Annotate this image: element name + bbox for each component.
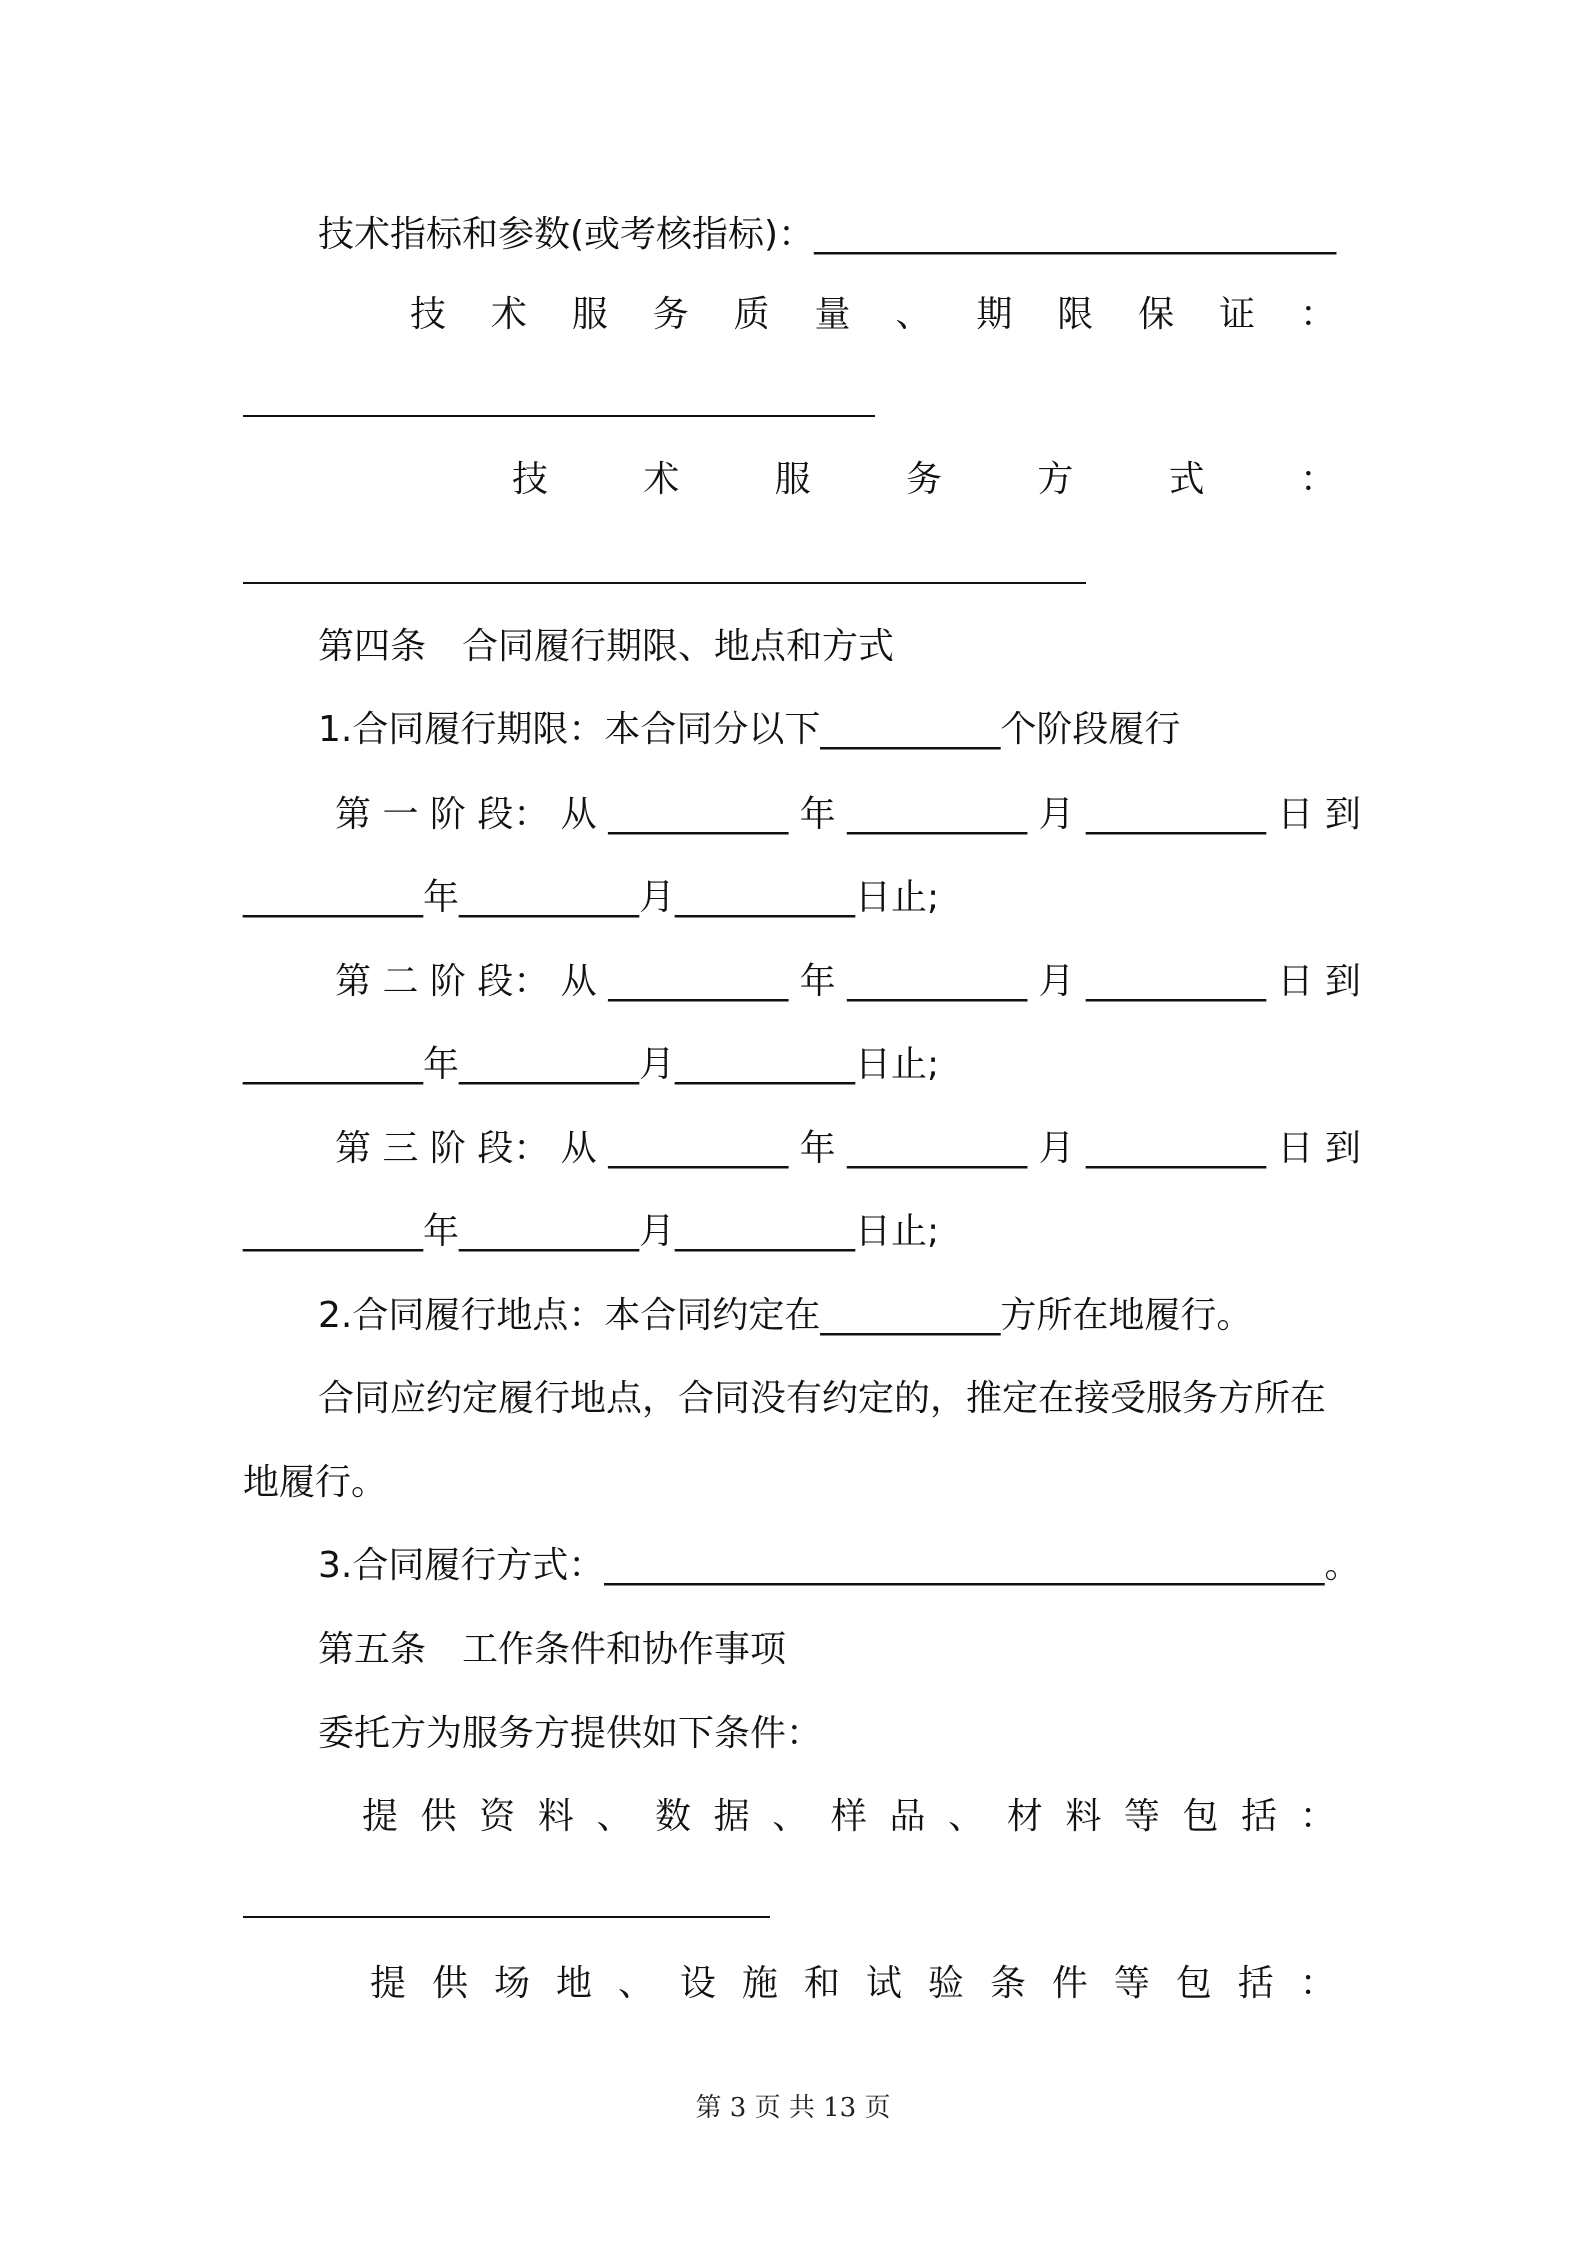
- blank-rule: [243, 415, 875, 417]
- spread-char: 服: [774, 459, 811, 500]
- stage-one-line: 第 一 阶 段： 从 __________ 年 __________ 月 __________ 日 到: [335, 794, 1361, 835]
- spread-char: 等: [1113, 1963, 1150, 2004]
- spread-char: 包: [1175, 1963, 1212, 2004]
- spread-char: 、: [772, 1796, 809, 1837]
- performance-method-line: 3.合同履行方式：________________________________________。: [318, 1545, 1361, 1586]
- spread-char: 技: [410, 294, 447, 335]
- spread-char: 限: [1057, 294, 1094, 335]
- spread-char: 条: [989, 1963, 1026, 2004]
- spread-char: 料: [537, 1796, 574, 1837]
- spread-char: 料: [1065, 1796, 1102, 1837]
- spread-char: 保: [1138, 294, 1175, 335]
- spread-char: 提: [370, 1963, 407, 2004]
- spread-char: 等: [1123, 1796, 1160, 1837]
- spread-char: 证: [1219, 294, 1256, 335]
- spread-char: 样: [830, 1796, 867, 1837]
- provide-site-line: [370, 1959, 1336, 2009]
- spread-char: 资: [479, 1796, 516, 1837]
- service-quality-line: [410, 290, 1336, 340]
- spread-char: 品: [889, 1796, 926, 1837]
- spread-char: 和: [803, 1963, 840, 2004]
- stage-three-end-line: __________年__________月__________日止;: [243, 1211, 940, 1252]
- spread-char: 施: [741, 1963, 778, 2004]
- spread-char: 数: [655, 1796, 692, 1837]
- spread-char: 括: [1241, 1796, 1278, 1837]
- provide-materials-line: [362, 1792, 1336, 1842]
- spread-char: 、: [948, 1796, 985, 1837]
- spread-char: 、: [895, 294, 932, 335]
- spread-char: 、: [596, 1796, 633, 1837]
- performance-place-line: 2.合同履行地点：本合同约定在__________方所在地履行。: [318, 1295, 1253, 1336]
- spread-char: 方: [1037, 459, 1074, 500]
- tech-indicators-line: 技术指标和参数(或考核指标)：_____________________________: [318, 214, 1337, 255]
- spread-char: 式: [1168, 459, 1205, 500]
- spread-char: 验: [927, 1963, 964, 2004]
- blank-rule: [243, 582, 1086, 584]
- performance-period-line: 1.合同履行期限：本合同分以下__________个阶段履行: [318, 709, 1181, 750]
- blank-rule: [243, 1916, 770, 1918]
- spread-char: ：: [1299, 294, 1336, 335]
- spread-char: 务: [652, 294, 689, 335]
- spread-char: 据: [713, 1796, 750, 1837]
- spread-char: 供: [431, 1963, 468, 2004]
- stage-two-line: 第 二 阶 段： 从 __________ 年 __________ 月 __________ 日 到: [335, 961, 1361, 1002]
- spread-char: 提: [362, 1796, 399, 1837]
- place-note-line: 合同应约定履行地点，合同没有约定的，推定在接受服务方所在: [318, 1378, 1327, 1419]
- spread-char: 供: [420, 1796, 457, 1837]
- spread-char: 务: [905, 459, 942, 500]
- spread-char: 量: [814, 294, 851, 335]
- spread-char: 试: [865, 1963, 902, 2004]
- spread-char: 地: [555, 1963, 592, 2004]
- spread-char: 包: [1182, 1796, 1219, 1837]
- spread-char: 设: [679, 1963, 716, 2004]
- spread-char: ：: [1299, 1796, 1336, 1837]
- spread-char: 、: [617, 1963, 654, 2004]
- article-four-heading: 第四条 合同履行期限、地点和方式: [318, 626, 895, 667]
- spread-char: 技: [512, 459, 549, 500]
- service-method-line: [512, 455, 1336, 505]
- spread-char: 场: [493, 1963, 530, 2004]
- page-number-footer: 第 3 页 共 13 页: [695, 2093, 891, 2123]
- place-note-continued: 地履行。: [243, 1462, 388, 1503]
- stage-three-line: 第 三 阶 段： 从 __________ 年 __________ 月 __________ 日 到: [335, 1128, 1361, 1169]
- client-conditions-line: 委托方为服务方提供如下条件：: [318, 1713, 823, 1754]
- spread-char: ：: [1299, 459, 1336, 500]
- article-five-heading: 第五条 工作条件和协作事项: [318, 1629, 787, 1670]
- spread-char: ：: [1299, 1963, 1336, 2004]
- stage-two-end-line: __________年__________月__________日止;: [243, 1044, 940, 1085]
- spread-char: 质: [733, 294, 770, 335]
- stage-one-end-line: __________年__________月__________日止;: [243, 877, 940, 918]
- spread-char: 术: [490, 294, 527, 335]
- spread-char: 服: [571, 294, 608, 335]
- spread-char: 件: [1051, 1963, 1088, 2004]
- spread-char: 括: [1237, 1963, 1274, 2004]
- spread-char: 期: [976, 294, 1013, 335]
- spread-char: 材: [1006, 1796, 1043, 1837]
- spread-char: 术: [643, 459, 680, 500]
